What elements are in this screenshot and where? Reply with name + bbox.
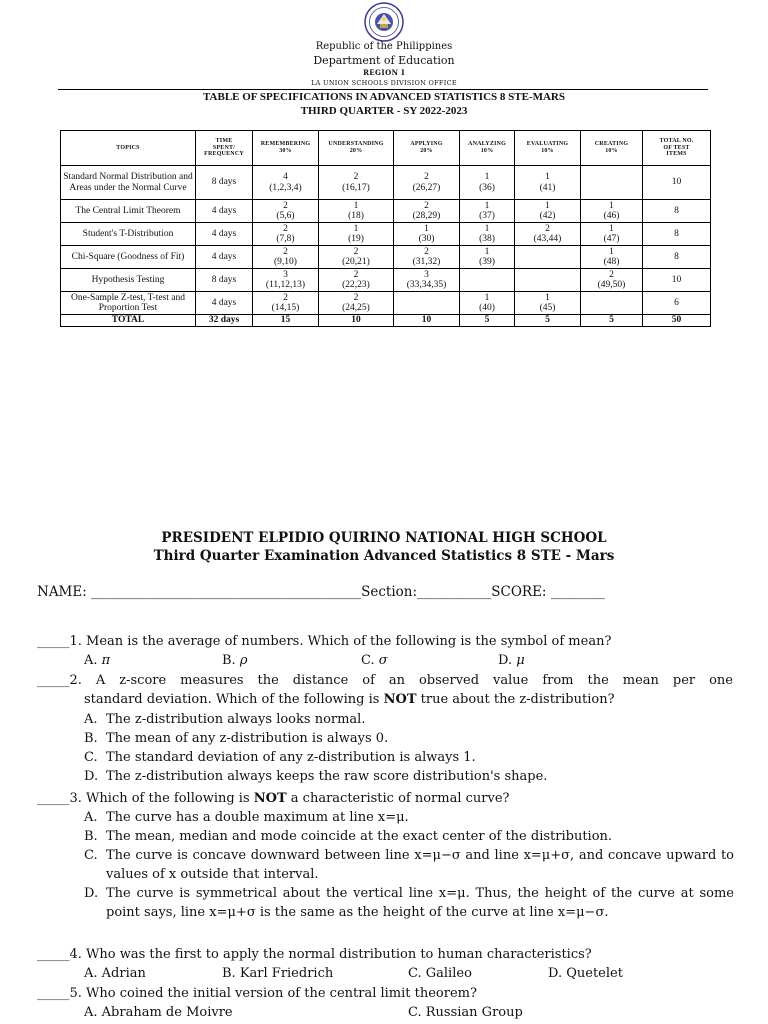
- question-1: [37, 632, 733, 651]
- col-header-creating: CREATING 10%: [581, 131, 643, 166]
- item-count-cell: 1 (36): [460, 166, 515, 200]
- row-total-cell: 6: [643, 292, 711, 315]
- time-cell: 4 days: [196, 223, 253, 246]
- question-number: 3.: [69, 791, 82, 806]
- table-row: [61, 223, 711, 246]
- question-text: Who was the first to apply the normal distribution to human characteristics?: [86, 947, 592, 962]
- q3-option-b: B. The mean, median and mode coincide at the exact center of the distribution.: [84, 829, 613, 844]
- item-count-cell: 1 (48): [581, 246, 643, 269]
- name-label: NAME:: [37, 584, 87, 600]
- total-cell: 10: [394, 315, 460, 327]
- time-cell: 8 days: [196, 269, 253, 292]
- question-text: Mean is the average of numbers. Which of the following is the symbol of mean?: [86, 634, 612, 649]
- topic-cell: Chi-Square (Goodness of Fit): [61, 246, 196, 269]
- deped-seal-logo: [355, 2, 413, 42]
- q3-options: [84, 808, 734, 922]
- header-region: REGION I: [363, 68, 405, 77]
- name-blank: ________________________________________: [91, 584, 362, 600]
- q4-option-a: A. Adrian: [84, 966, 146, 981]
- item-count-cell: 2 (26,27): [394, 166, 460, 200]
- question-5: [37, 984, 733, 1003]
- question-text: Who coined the initial version of the central limit theorem?: [86, 986, 477, 1001]
- item-count-cell: 2 (9,10): [253, 246, 319, 269]
- q5-option-c: C. Russian Group: [408, 1005, 523, 1020]
- total-cell: TOTAL: [61, 315, 196, 327]
- item-count-cell: 2 (7,8): [253, 223, 319, 246]
- item-count-cell: 1 (19): [319, 223, 394, 246]
- item-count-cell: 2 (49,50): [581, 269, 643, 292]
- item-count-cell: 1 (40): [460, 292, 515, 315]
- col-header-evaluating: EVALUATING 10%: [515, 131, 581, 166]
- row-total-cell: 10: [643, 269, 711, 292]
- answer-blank: _____: [37, 634, 70, 649]
- col-header-total: TOTAL NO. OF TEST ITEMS: [643, 131, 711, 166]
- table-row: [61, 200, 711, 223]
- item-count-cell: 1 (37): [460, 200, 515, 223]
- col-header-time: TIME SPENT/ FREQUENCY: [196, 131, 253, 166]
- question-2: _____2. A z-score measures the distance of an observed value from the mean per one standard deviation. Which of the following is NOT true about the z-distribution?: [37, 673, 733, 707]
- total-cell: 10: [319, 315, 394, 327]
- total-cell: 50: [643, 315, 711, 327]
- q4-option-b: B. Karl Friedrich: [222, 966, 334, 981]
- total-cell: 5: [581, 315, 643, 327]
- item-count-cell: 1 (41): [515, 166, 581, 200]
- topic-cell: Student's T-Distribution: [61, 223, 196, 246]
- q4-option-c: C. Galileo: [408, 966, 472, 981]
- q1-option-b: B. ρ: [222, 653, 248, 668]
- table-total-row: [61, 315, 711, 327]
- q3-option-a: A. The curve has a double maximum at line x=μ.: [84, 810, 409, 825]
- question-number: 4.: [69, 947, 82, 962]
- question-3: _____3. Which of the following is NOT a characteristic of normal curve?: [37, 791, 510, 806]
- exam-title: Third Quarter Examination Advanced Statistics 8 STE - Mars: [153, 548, 615, 564]
- header-republic: Republic of the Philippines: [315, 41, 453, 52]
- item-count-cell: 2 (5,6): [253, 200, 319, 223]
- item-count-cell: 4 (1,2,3,4): [253, 166, 319, 200]
- item-count-cell: 2 (14,15): [253, 292, 319, 315]
- total-cell: 15: [253, 315, 319, 327]
- item-count-cell: 1 (39): [460, 246, 515, 269]
- topic-cell: Hypothesis Testing: [61, 269, 196, 292]
- q2-options: [84, 710, 734, 786]
- total-cell: 32 days: [196, 315, 253, 327]
- emphasis-not: NOT: [383, 692, 417, 707]
- question-number: 1.: [69, 634, 82, 649]
- time-cell: 4 days: [196, 200, 253, 223]
- question-number: 2.: [69, 673, 82, 688]
- student-info-line: [37, 584, 605, 600]
- question-4: [37, 945, 733, 964]
- section-label: Section:: [361, 584, 418, 600]
- answer-blank: _____: [37, 947, 70, 962]
- time-cell: 8 days: [196, 166, 253, 200]
- item-count-cell: 3 (33,34,35): [394, 269, 460, 292]
- question-number: 5.: [69, 986, 82, 1001]
- topic-cell: Standard Normal Distribution and Areas under the Normal Curve: [61, 166, 196, 200]
- item-count-cell: 2 (24,25): [319, 292, 394, 315]
- topic-cell: One-Sample Z-test, T-test and Proportion Test: [61, 292, 196, 315]
- item-count-cell: 1 (38): [460, 223, 515, 246]
- item-count-cell: [515, 269, 581, 292]
- time-cell: 4 days: [196, 292, 253, 315]
- item-count-cell: 3 (11,12,13): [253, 269, 319, 292]
- q5-option-a: A. Abraham de Moivre: [84, 1005, 233, 1020]
- q2-option-c: C. The standard deviation of any z-distribution is always 1.: [84, 750, 476, 765]
- col-header-analyzing: ANALYZING 10%: [460, 131, 515, 166]
- item-count-cell: 2 (20,21): [319, 246, 394, 269]
- item-count-cell: [581, 166, 643, 200]
- answer-blank: _____: [37, 986, 70, 1001]
- score-blank: ________: [550, 584, 605, 600]
- q4-option-d: D. Quetelet: [548, 966, 623, 981]
- score-label: SCORE:: [491, 584, 547, 600]
- q3-option-c: C. The curve is concave downward between line x=μ−σ and line x=μ+σ, and concave upward to values of x outside that interval.: [84, 848, 734, 882]
- table-header-row: [61, 131, 711, 166]
- item-count-cell: [394, 292, 460, 315]
- topic-cell: The Central Limit Theorem: [61, 200, 196, 223]
- tos-title: TABLE OF SPECIFICATIONS IN ADVANCED STATISTICS 8 STE-MARS: [203, 91, 565, 103]
- table-row: [61, 246, 711, 269]
- col-header-topics: TOPICS: [61, 131, 196, 166]
- row-total-cell: 10: [643, 166, 711, 200]
- item-count-cell: 2 (28,29): [394, 200, 460, 223]
- header-divider: [58, 89, 708, 90]
- item-count-cell: 2 (43,44): [515, 223, 581, 246]
- item-count-cell: 1 (46): [581, 200, 643, 223]
- table-row: [61, 269, 711, 292]
- table-row: [61, 292, 711, 315]
- item-count-cell: 2 (22,23): [319, 269, 394, 292]
- q3-option-d: D. The curve is symmetrical about the vertical line x=μ. Thus, the height of the curve at some point says, line x=μ+σ is the same as the height of the curve at line x=μ−σ.: [84, 886, 734, 920]
- tos-quarter: THIRD QUARTER - SY 2022-2023: [300, 105, 468, 117]
- answer-blank: _____: [37, 791, 70, 806]
- item-count-cell: 1 (30): [394, 223, 460, 246]
- row-total-cell: 8: [643, 223, 711, 246]
- q1-option-d: D. μ: [498, 653, 525, 668]
- header-division-office: LA UNION SCHOOLS DIVISION OFFICE: [311, 79, 457, 87]
- time-cell: 4 days: [196, 246, 253, 269]
- item-count-cell: [460, 269, 515, 292]
- school-name: PRESIDENT ELPIDIO QUIRINO NATIONAL HIGH SCHOOL: [161, 530, 607, 546]
- item-count-cell: [581, 292, 643, 315]
- q1-option-c: C. σ: [361, 653, 388, 668]
- q2-option-a: A. The z-distribution always looks normal.: [84, 712, 366, 727]
- q2-option-b: B. The mean of any z-distribution is always 0.: [84, 731, 389, 746]
- answer-blank: _____: [37, 673, 70, 688]
- item-count-cell: [515, 246, 581, 269]
- item-count-cell: 1 (42): [515, 200, 581, 223]
- table-row: [61, 166, 711, 200]
- row-total-cell: 8: [643, 246, 711, 269]
- section-blank: ___________: [417, 584, 492, 600]
- q2-option-d: D. The z-distribution always keeps the raw score distribution's shape.: [84, 769, 548, 784]
- total-cell: 5: [515, 315, 581, 327]
- item-count-cell: 1 (18): [319, 200, 394, 223]
- total-cell: 5: [460, 315, 515, 327]
- specifications-table: [60, 130, 711, 327]
- col-header-remembering: REMEMBERING 30%: [253, 131, 319, 166]
- col-header-applying: APPLYING 20%: [394, 131, 460, 166]
- header-department: Department of Education: [313, 54, 455, 67]
- question-text-line1: A z-score measures the distance of an observed value from the mean per one: [95, 673, 733, 688]
- col-header-understanding: UNDERSTANDING 20%: [319, 131, 394, 166]
- row-total-cell: 8: [643, 200, 711, 223]
- emphasis-not: NOT: [253, 791, 287, 806]
- item-count-cell: 1 (47): [581, 223, 643, 246]
- item-count-cell: 2 (16,17): [319, 166, 394, 200]
- q1-option-a: A. π: [84, 653, 111, 668]
- item-count-cell: 1 (45): [515, 292, 581, 315]
- item-count-cell: 2 (31,32): [394, 246, 460, 269]
